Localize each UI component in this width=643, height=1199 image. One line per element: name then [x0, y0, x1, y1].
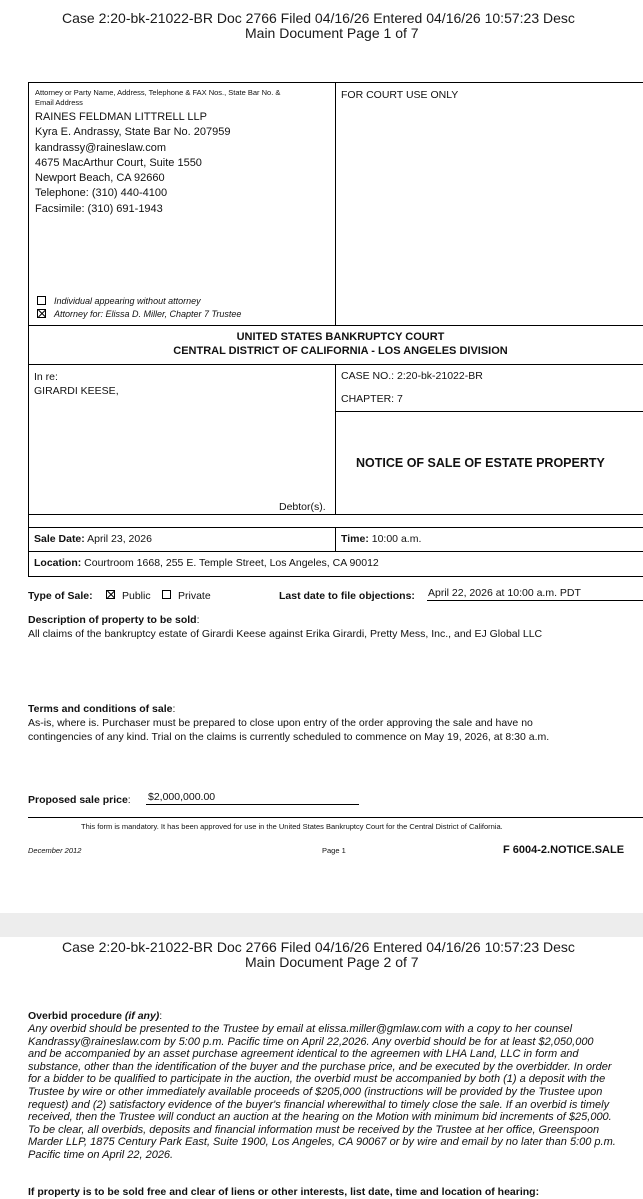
description-heading [28, 614, 200, 626]
overbid-colon: : [159, 1010, 163, 1022]
price-underline [146, 804, 359, 805]
sale-location-label: Location: [34, 557, 82, 569]
page2-header-line1: Case 2:20-bk-21022-BR Doc 2766 Filed 04/16/26 Entered 04/16/26 10:57:23 Desc [62, 939, 575, 955]
description-text: All claims of the bankruptcy estate of Girardi Keese against Erika Girardi, Pretty Mess, Inc., and EJ Global LLC [28, 628, 543, 640]
attorney-line: Kyra E. Andrassy, State Bar No. 207959 [35, 126, 231, 139]
footer-rule [28, 817, 643, 818]
attorney-line: RAINES FELDMAN LITTRELL LLP [35, 111, 207, 123]
debtor-label: Debtor(s). [279, 501, 326, 513]
overbid-heading [28, 1010, 162, 1022]
sale-date [34, 533, 152, 545]
sale-time-label: Time: [341, 533, 369, 545]
overbid-line: Marder LLP, 1875 Century Park East, Suite 1900, Los Angeles, CA 90067 or by wire and email by no later than 5:00 p.m. [28, 1136, 616, 1149]
next-section-heading: If property is to be sold free and clear of liens or other interests, list date, time and location of hearing: [28, 1186, 540, 1198]
overbid-line: for a bidder to be qualified to participate in the auction, the overbid must be accompanied by both (1) a deposit with the [28, 1073, 606, 1086]
price-heading [28, 794, 131, 806]
objections-underline [427, 600, 643, 601]
sale-date-value: April 23, 2026 [87, 533, 152, 545]
footer-page: Page 1 [322, 846, 346, 855]
attorney-line: Newport Beach, CA 92660 [35, 172, 165, 185]
individual-checkbox[interactable] [37, 296, 46, 305]
sale-date-label: Sale Date: [34, 533, 85, 545]
terms-heading [28, 703, 175, 715]
sale-location-value: Courtroom 1668, 255 E. Temple Street, Los Angeles, CA 90012 [84, 557, 379, 569]
public-label: Public [122, 590, 151, 602]
type-of-sale-label: Type of Sale: [28, 590, 93, 602]
attorney-line: 4675 MacArthur Court, Suite 1550 [35, 156, 202, 169]
attorney-heading-line2: Email Address [35, 98, 83, 107]
form-date: December 2012 [28, 846, 82, 855]
overbid-line: received, then the Trustee will conduct an auction at the hearing on the Motion with minimum bid increments of $25,000. [28, 1111, 612, 1124]
public-checkbox[interactable] [106, 590, 115, 599]
debtor-name: GIRARDI KEESE, [34, 385, 119, 397]
court-district: CENTRAL DISTRICT OF CALIFORNIA - LOS ANGELES DIVISION [173, 345, 508, 357]
court-use-label: FOR COURT USE ONLY [341, 89, 459, 101]
attorney-line: Telephone: (310) 440-4100 [35, 187, 168, 200]
terms-label: Terms and conditions of sale [28, 703, 173, 715]
private-label: Private [178, 590, 211, 602]
form-number: F 6004-2.NOTICE.SALE [503, 844, 625, 856]
page-separator [0, 913, 643, 937]
price-value: $2,000,000.00 [148, 791, 216, 803]
sale-time-value: 10:00 a.m. [371, 533, 422, 545]
overbid-label-italic: (if any) [124, 1010, 160, 1022]
overbid-label: Overbid procedure [28, 1010, 122, 1022]
overbid-line: and be accompanied by an asset purchase agreement identical to the agreemen with LHA Land, LLC in form and [28, 1048, 579, 1061]
overbid-line: Any overbid should be presented to the Trustee by email at elissa.miller@gmlaw.com with a copy to her counsel [28, 1023, 573, 1035]
overbid-line: Kandrassy@raineslaw.com by 5:00 p.m. Pacific time on April 22,2026. Any overbid should be for at least $2,050,000 [28, 1035, 594, 1048]
mandatory-notice: This form is mandatory. It has been approved for use in the United States Bankruptcy Court for the Central District of California. [81, 822, 503, 831]
overbid-line: Pacific time on April 22, 2026. [28, 1148, 174, 1161]
page1-header-line1: Case 2:20-bk-21022-BR Doc 2766 Filed 04/16/26 Entered 04/16/26 10:57:23 Desc [62, 10, 575, 26]
overbid-line: Trustee by wire or other immediately available proceeds of $205,000 (instructions will be provided by the Trustee upon [28, 1085, 603, 1098]
overbid-line: request) and (2) satisfactory evidence of the buyer's financial wherewithal to timely close the sale. If an overbid is timely [28, 1098, 610, 1111]
objections-value: April 22, 2026 at 10:00 a.m. PDT [428, 587, 581, 599]
individual-label: Individual appearing without attorney [54, 296, 201, 306]
notice-title: NOTICE OF SALE OF ESTATE PROPERTY [356, 456, 605, 470]
sale-location [34, 557, 379, 569]
price-colon: : [127, 794, 131, 806]
page2-header-line2: Main Document Page 2 of 7 [245, 954, 419, 970]
sale-time [341, 533, 421, 545]
attorney-line: kandrassy@raineslaw.com [35, 141, 166, 154]
page1-header-line2: Main Document Page 1 of 7 [245, 25, 419, 41]
chapter: CHAPTER: 7 [341, 393, 403, 405]
attorney-for-label: Attorney for: Elissa D. Miller, Chapter 7 Trustee [54, 309, 242, 319]
overbid-line: To be clear, all overbids, deposits and financial information must be received by the Trustee at her office, Greenspoon [28, 1123, 600, 1136]
attorney-line: Facsimile: (310) 691-1943 [35, 202, 163, 215]
private-checkbox[interactable] [162, 590, 171, 599]
overbid-text [28, 1023, 616, 1162]
overbid-line: substance, other than the identification of the buyer and the purchase price, and be executed by the overbidder. In order [28, 1060, 612, 1073]
description-label: Description of property to be sold [28, 614, 197, 626]
case-number: CASE NO.: 2:20-bk-21022-BR [341, 370, 483, 382]
terms-line1: As-is, where is. Purchaser must be prepared to close upon entry of the order approving the sale and have no [28, 717, 533, 729]
terms-line2: contingencies of any kind. Trial on the claims is currently scheduled to commence on May 19, 2026, at 8:30 a.m. [28, 731, 550, 743]
attorney-heading-line1: Attorney or Party Name, Address, Telephone & FAX Nos., State Bar No. & [35, 88, 281, 97]
terms-colon: : [172, 703, 176, 715]
description-colon: : [196, 614, 200, 626]
objections-label: Last date to file objections: [279, 590, 415, 602]
in-re-label: In re: [34, 371, 58, 383]
court-name: UNITED STATES BANKRUPTCY COURT [236, 331, 445, 343]
attorney-for-checkbox[interactable] [37, 309, 46, 318]
price-label: Proposed sale price [28, 794, 128, 806]
attorney-info [35, 110, 230, 217]
